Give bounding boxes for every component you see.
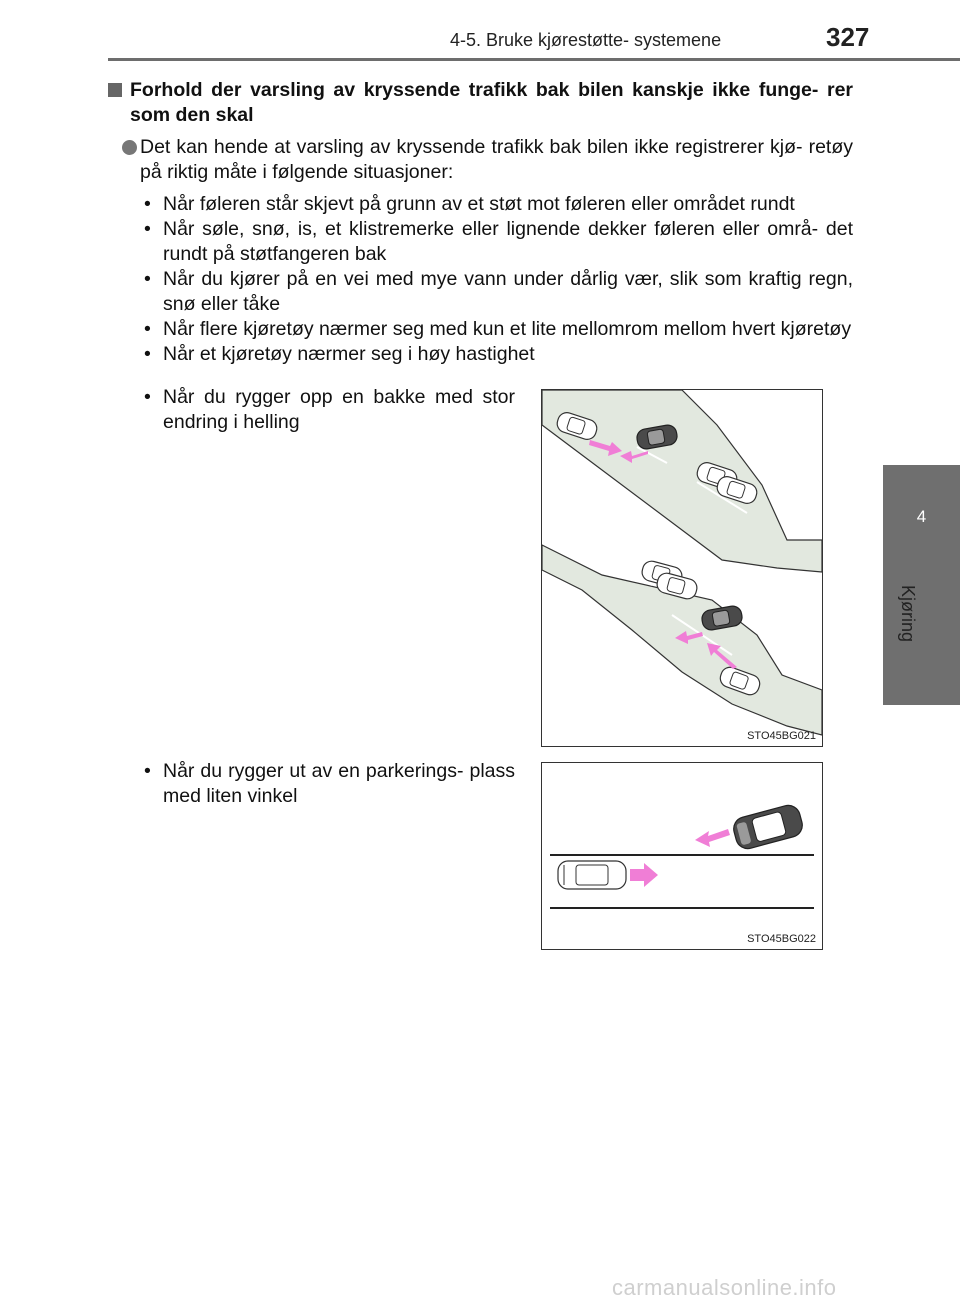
figure1-bullet bbox=[144, 385, 515, 435]
figure1-code: STO45BG021 bbox=[747, 730, 816, 742]
figure2-caption: Når du rygger ut av en parkerings- plass med liten vinkel bbox=[163, 760, 515, 807]
figure1-caption: Når du rygger opp en bakke med stor endring i helling bbox=[163, 386, 515, 433]
intro-item bbox=[108, 135, 853, 185]
intro-text: Det kan hende at varsling av kryssende trafikk bak bilen ikke registrerer kjø- retøy på riktig måte i følgende situasjoner: bbox=[140, 136, 853, 183]
footer-watermark: carmanualsonline.info bbox=[612, 1275, 837, 1300]
figure-slope bbox=[541, 389, 823, 747]
list-item: • Når føleren står skjevt på grunn av et støt mot føleren eller området rundt bbox=[144, 193, 795, 215]
figure-parking bbox=[541, 762, 823, 950]
parking-illustration bbox=[542, 763, 822, 949]
section-heading bbox=[108, 78, 853, 128]
list-item: • Når flere kjøretøy nærmer seg med kun et lite mellomrom mellom hvert kjøretøy bbox=[144, 318, 852, 340]
list-item: • Når et kjøretøy nærmer seg i høy hastighet bbox=[144, 343, 535, 365]
page-header bbox=[0, 0, 960, 62]
bullet-icon: • bbox=[144, 318, 151, 340]
chapter-number: 4 bbox=[916, 507, 927, 526]
bullet-icon: • bbox=[144, 386, 151, 408]
page-number: 327 bbox=[826, 22, 870, 52]
bullet-icon: • bbox=[144, 268, 151, 290]
list-item: • Når søle, snø, is, et klistremerke eller lignende dekker føleren eller områ- det rundt på støtfangeren bak bbox=[144, 218, 853, 265]
condition-list bbox=[108, 192, 853, 367]
chapter-tab bbox=[883, 465, 960, 705]
bullet-icon: • bbox=[144, 193, 151, 215]
header-rule bbox=[108, 58, 960, 61]
main-content bbox=[108, 78, 853, 367]
circle-bullet-icon bbox=[122, 140, 137, 155]
figure2-bullet bbox=[144, 759, 515, 809]
square-bullet-icon bbox=[108, 83, 122, 97]
section-heading-text: Forhold der varsling av kryssende trafikk bak bilen kanskje ikke funge- rer som den skal bbox=[130, 79, 853, 126]
list-item: • Når du kjører på en vei med mye vann under dårlig vær, slik som kraftig regn, snø eller tåke bbox=[144, 268, 853, 315]
slope-illustration bbox=[542, 390, 822, 746]
bullet-icon: • bbox=[144, 343, 151, 365]
chapter-label: Kjøring bbox=[898, 585, 918, 643]
bullet-icon: • bbox=[144, 760, 151, 782]
figure2-code: STO45BG022 bbox=[747, 933, 816, 945]
bullet-icon: • bbox=[144, 218, 151, 240]
section-title: 4-5. Bruke kjørestøtte- systemene bbox=[450, 30, 722, 50]
